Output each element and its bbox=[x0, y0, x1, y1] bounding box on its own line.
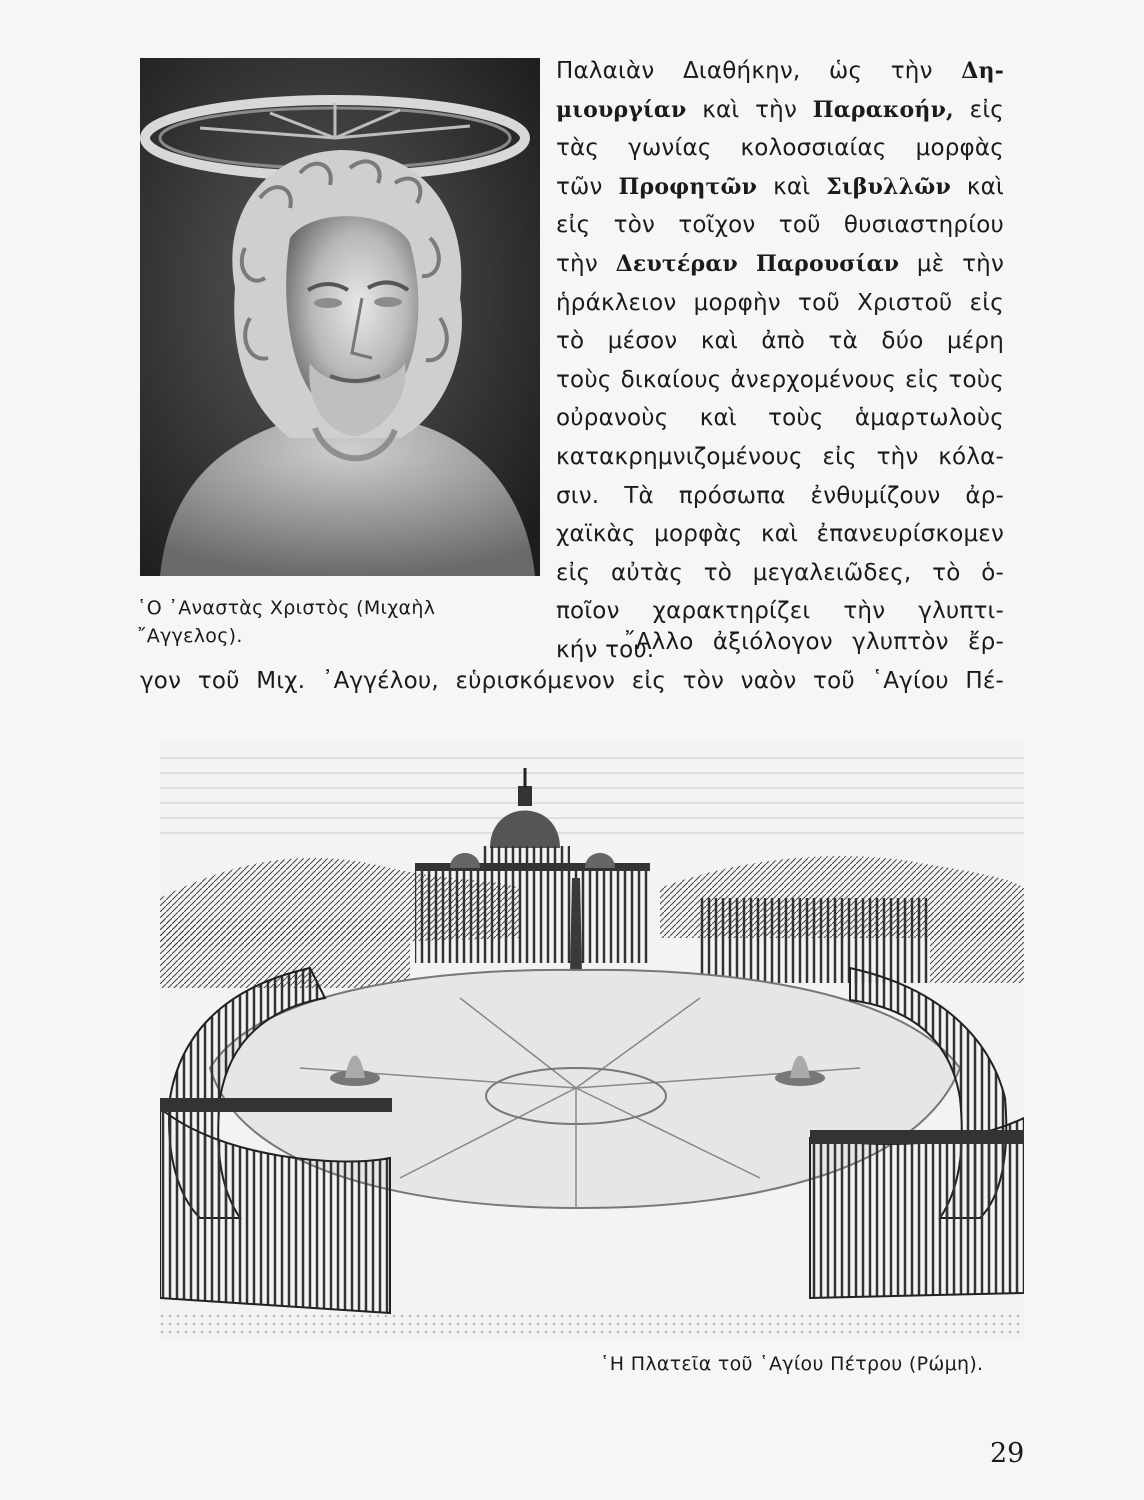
right-column-paragraph bbox=[556, 52, 1004, 670]
paragraph-line bbox=[556, 399, 1004, 438]
text-run: οὐρανοὺς καὶ τοὺς ἁμαρτωλοὺς bbox=[556, 405, 1004, 432]
page-number: 29 bbox=[990, 1438, 1025, 1469]
paragraph-line: ῎Αλλο ἀξιόλογον γλυπτὸν ἔρ- bbox=[624, 629, 1004, 655]
paragraph-line bbox=[556, 52, 1004, 91]
text-run: μὲ τὴν bbox=[899, 250, 1004, 277]
paragraph-line bbox=[556, 477, 1004, 516]
paragraph-line bbox=[556, 554, 1004, 593]
text-run: Παλαιὰν Διαθήκην, ὡς τὴν bbox=[556, 58, 962, 84]
bust-caption-line-2: ῎Αγγελος). bbox=[137, 625, 243, 647]
bold-term: Παρακοήν, bbox=[812, 96, 954, 123]
bold-term: μιουργίαν bbox=[556, 96, 687, 123]
bold-term: Δη- bbox=[961, 58, 1004, 84]
text-run: τὸ μέσον καὶ ἀπὸ τὰ δύο μέρη bbox=[556, 328, 1004, 355]
bold-term: Προφητῶν bbox=[618, 173, 758, 200]
paragraph-line bbox=[556, 91, 1004, 130]
bold-term: Δευτέραν Παρουσίαν bbox=[615, 250, 900, 277]
text-run: εἰς αὐτὰς τὸ μεγαλειῶδες, τὸ ὁ- bbox=[556, 559, 1004, 586]
text-run: καὶ bbox=[950, 173, 1004, 200]
bold-term: Σιβυλλῶν bbox=[826, 173, 951, 200]
paragraph-line bbox=[556, 245, 1004, 284]
paragraph-line bbox=[556, 361, 1004, 400]
square-caption: ῾Η Πλατεῖα τοῦ ῾Αγίου Πέτρου (Ρώμη). bbox=[600, 1353, 984, 1375]
text-run: καὶ τὴν bbox=[686, 96, 813, 123]
text-run: κήν του. bbox=[556, 636, 655, 663]
paragraph-line bbox=[556, 322, 1004, 361]
text-run: εἰς bbox=[953, 96, 1005, 123]
text-run: ποῖον χαρακτηρίζει τὴν γλυπτι- bbox=[556, 598, 1004, 625]
text-run: τοὺς δικαίους ἀνερχομένους εἰς τοὺς bbox=[556, 366, 1004, 393]
text-run: τῶν bbox=[556, 173, 619, 200]
bust-caption-line-1: ῾Ο ᾽Αναστὰς Χριστὸς (Μιχαὴλ bbox=[137, 597, 436, 619]
text-run: τὴν bbox=[556, 250, 616, 277]
second-paragraph bbox=[140, 623, 1004, 700]
paragraph-line: γον τοῦ Μιχ. ᾽Αγγέλου, εὑρισκόμενον εἰς τὸν ναὸν τοῦ ῾Αγίου Πέ- bbox=[140, 667, 1004, 694]
text-run: εἰς τὸν τοῖχον τοῦ θυσιαστηρίου bbox=[556, 212, 1004, 239]
risen-christ-bust-photo bbox=[140, 58, 540, 576]
text-run: ἡράκλειον μορφὴν τοῦ Χριστοῦ εἰς bbox=[556, 289, 1004, 316]
paragraph-line bbox=[556, 515, 1004, 554]
paragraph-line bbox=[556, 168, 1004, 207]
paragraph-line bbox=[556, 129, 1004, 168]
text-run: κατακρημνιζομένους εἰς τὴν κόλα- bbox=[556, 443, 1004, 470]
text-run: τὰς γωνίας κολοσσιαίας μορφὰς bbox=[556, 135, 1004, 162]
text-run: σιν. Τὰ πρόσωπα ἐνθυμίζουν ἀρ- bbox=[556, 482, 1004, 509]
paragraph-line bbox=[556, 206, 1004, 245]
paragraph-line bbox=[556, 438, 1004, 477]
text-run: χαϊκὰς μορφὰς καὶ ἐπανευρίσκομεν bbox=[556, 521, 1004, 548]
st-peters-square-engraving bbox=[160, 738, 1024, 1338]
text-run: καὶ bbox=[757, 173, 827, 200]
paragraph-line bbox=[556, 284, 1004, 323]
